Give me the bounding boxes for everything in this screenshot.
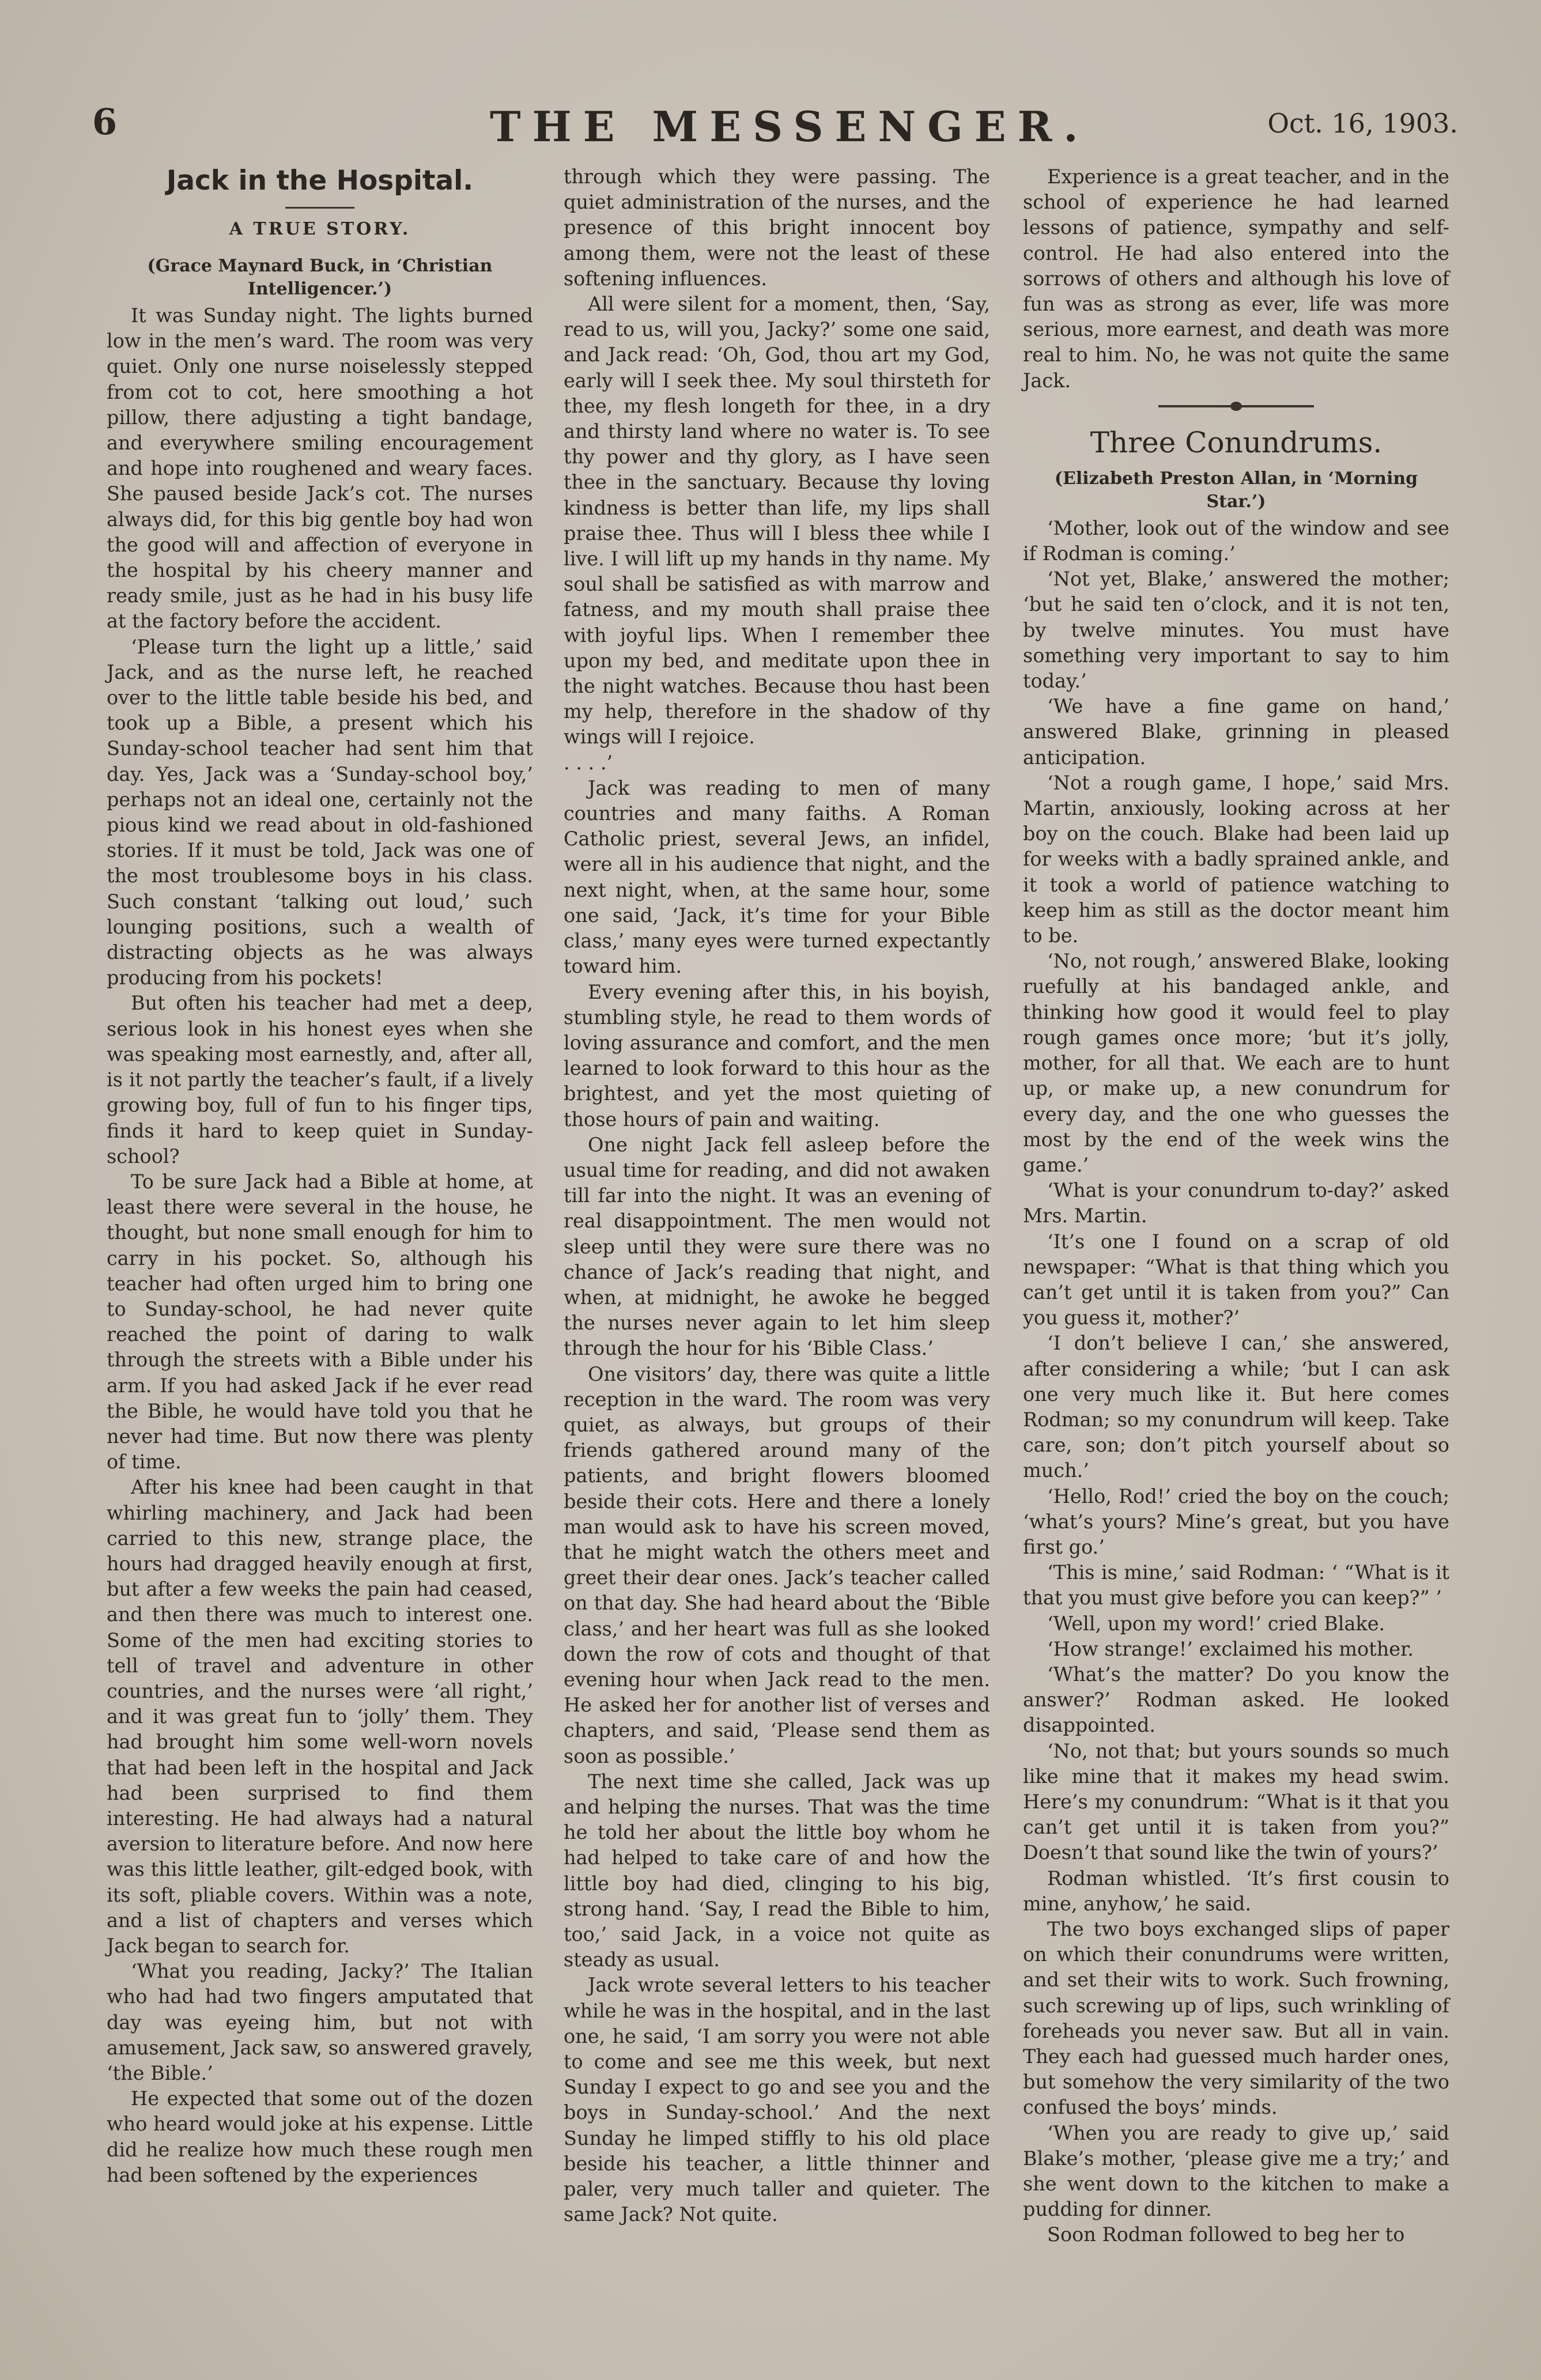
paragraph: ‘Hello, Rod!’ cried the boy on the couch; ‘what’s yours? Mine’s great, but you have first go.’ [1023, 1484, 1449, 1558]
column-3 [1023, 164, 1449, 2248]
paragraph: Jack was reading to men of many countries and many faiths. A Roman Catholic priest, several Jews, an infidel, were all in his audience that night, and the next night, when, at the same hour, some one said, ‘Jack, it’s time for your Bible class,’ many eyes were turned expectantly toward him. [564, 776, 990, 978]
page-number: 6 [92, 101, 118, 143]
paragraph: The two boys exchanged slips of paper on which their conundrums were written, and set their wits to work. Such frowning, such screwing up of lips, such wrinkling of foreheads you never saw. But all in vain. They each had guessed much harder ones, but somehow the very similarity of the two confused the boys’ minds. [1023, 1918, 1449, 2119]
paragraph: But often his teacher had met a deep, serious look in his honest eyes when she was speaking most earnestly, and, after all, is it not partly the teacher’s fault, if a lively growing boy, full of fun to his finger tips, finds it hard to keep quiet in Sunday-school? [107, 992, 533, 1168]
column-1 [107, 164, 533, 2188]
paragraph: Rodman whistled. ‘It’s first cousin to mine, anyhow,’ he said. [1023, 1867, 1449, 1915]
issue-date: Oct. 16, 1903. [1267, 108, 1458, 139]
story-byline: (Grace Maynard Buck, in ‘Christian Intelligencer.’) [147, 256, 493, 299]
paragraph: ‘What’s the matter? Do you know the answer?’ Rodman asked. He looked disappointed. [1023, 1663, 1449, 1737]
paragraph: One night Jack fell asleep before the usual time for reading, and did not awaken till far into the night. It was an evening of real disappointment. The men would not sleep until they were sure there was no chance of Jack’s reading that night, and when, at midnight, he awoke he begged the nurses never again to let him sleep through the hour for his ‘Bible Class.’ [564, 1133, 990, 1360]
paragraph: Every evening after this, in his boyish, stumbling style, he read to them words of loving assurance and comfort, and the men learned to look forward to this hour as the brightest, and yet the most quieting of those hours of pain and waiting. [564, 980, 990, 1131]
story-title: Jack in the Hospital. [166, 165, 474, 197]
story-subtitle: A TRUE STORY. [229, 219, 411, 239]
paragraph: through which they were passing. The quiet administration of the nurses, and the presence of this bright innocent boy among them, were not the least of these softening influences. [564, 165, 990, 290]
paragraph: The next time she called, Jack was up and helping the nurses. That was the time he told her about the little boy whom he had helped to take care of and how the little boy had died, clinging to his big, strong hand. ‘Say, I read the Bible to him, too,’ said Jack, in a voice not quite as steady as usual. [564, 1770, 990, 1971]
ellipsis-line: . . . .’ [564, 751, 613, 774]
section-divider [1158, 405, 1314, 407]
paragraph: ‘Not yet, Blake,’ answered the mother; ‘but he said ten o’clock, and it is not ten, by twelve minutes. You must have something very important to say to him today.’ [1023, 568, 1449, 693]
paragraph: Experience is a great teacher, and in the school of experience he had learned lessons of patience, sympathy and self-control. He had also entered into the sorrows of others and although his love of fun was as strong as ever, life was more serious, more earnest, and death was more real to him. No, he was not quite the same Jack. [1023, 165, 1449, 392]
paragraph: ‘We have a fine game on hand,’ answered Blake, grinning in pleased anticipation. [1023, 695, 1449, 769]
paragraph: All were silent for a moment, then, ‘Say, read to us, will you, Jacky?’ some one said, and Jack read: ‘Oh, God, thou art my God, early will I seek thee. My soul thirsteth for thee, my flesh longeth for thee, in a dry and thirsty land where no water is. To see thy power and thy glory, as I have seen thee in the sanctuary. Because thy loving kindness is better than life, my lips shall praise thee. Thus will I bless thee while I live. I will lift up my hands in thy name. My soul shall be satisfied as with marrow and fatness, and my mouth shall praise thee with joyful lips. When I remember thee upon my bed, and meditate upon thee in the night watches. Because thou hast been my help, therefore in the shadow of thy wings will I rejoice. [564, 293, 990, 749]
paragraph: He expected that some out of the dozen who heard would joke at his expense. Little did he realize how much these rough men had been softened by the experiences [107, 2087, 533, 2186]
paragraph: To be sure Jack had a Bible at home, at least there were several in the house, he thought, but none small enough for him to carry in his pocket. So, although his teacher had often urged him to bring one to Sunday-school, he had never quite reached the point of daring to walk through the streets with a Bible under his arm. If you had asked Jack if he ever read the Bible, he would have told you that he never had time. But now there was plenty of time. [107, 1170, 533, 1474]
masthead [92, 101, 1458, 153]
paragraph: Soon Rodman followed to beg her to [1047, 2223, 1405, 2246]
paragraph: ‘How strange!’ exclaimed his mother. [1047, 1637, 1414, 1660]
paragraph: ‘Mother, look out of the window and see if Rodman is coming.’ [1023, 516, 1449, 565]
paragraph: ‘I don’t believe I can,’ she answered, after considering a while; ‘but I can ask one very much like it. But here comes Rodman; so my conundrum will keep. Take care, son; don’t pitch yourself about so much.’ [1023, 1332, 1449, 1482]
story-title: Three Conundrums. [1090, 425, 1383, 459]
paper-title: THE MESSENGER. [490, 102, 1090, 151]
paragraph: ‘Well, upon my word!’ cried Blake. [1047, 1612, 1385, 1635]
story-byline: (Elizabeth Preston Allan, in ‘Morning Star.’) [1054, 468, 1418, 512]
paragraph: ‘What is your conundrum to-day?’ asked Mrs. Martin. [1023, 1179, 1449, 1227]
paragraph: ‘No, not that; but yours sounds so much like mine that it makes my head swim. Here’s my conundrum: “What is it that you can’t get until it is taken from you?” Doesn’t that sound like the twin of yours?’ [1023, 1739, 1449, 1864]
paragraph: ‘No, not rough,’ answered Blake, looking ruefully at his bandaged ankle, and thinking how good it would feel to play rough games once more; ‘but it’s jolly, mother, for all that. We each are to hunt up, or make up, a new conundrum for every day, and the one who guesses the most by the end of the week wins the game.’ [1023, 950, 1449, 1176]
paragraph: It was Sunday night. The lights burned low in the men’s ward. The room was very quiet. Only one nurse noiselessly stepped from cot to cot, here smoothing a hot pillow, there adjusting a tight bandage, and everywhere smiling encouragement and hope into roughened and weary faces. She paused beside Jack’s cot. The nurses always did, for this big gentle boy had won the good will and affection of everyone in the hospital by his cheery manner and ready smile, just as he had in his busy life at the factory before the accident. [107, 304, 533, 633]
paragraph: After his knee had been caught in that whirling machinery, and Jack had been carried to this new, strange place, the hours had dragged heavily enough at first, but after a few weeks the pain had ceased, and then there was much to interest one. Some of the men had exciting stories to tell of travel and adventure in other countries, and the nurses were ‘all right,’ and it was great fun to ‘jolly’ them. They had brought him some well-worn novels that had been left in the hospital and Jack had been surprised to find them interesting. He had always had a natural aversion to literature before. And now here was this little leather, gilt-edged book, with its soft, pliable covers. Within was a note, and a list of chapters and verses which Jack began to search for. [107, 1476, 533, 1957]
paragraph: ‘It’s one I found on a scrap of old newspaper: “What is that thing which you can’t get until it is taken from you?” Can you guess it, mother?’ [1023, 1230, 1449, 1329]
title-rule [285, 207, 354, 209]
paragraph: ‘When you are ready to give up,’ said Blake’s mother, ‘please give me a try;’ and she went down to the kitchen to make a pudding for dinner. [1023, 2121, 1449, 2221]
paragraph: ‘This is mine,’ said Rodman: ‘ “What is it that you must give before you can keep?” ’ [1023, 1561, 1449, 1610]
paragraph: ‘Not a rough game, I hope,’ said Mrs. Martin, anxiously, looking across at her boy on the couch. Blake had been laid up for weeks with a badly sprained ankle, and it took a world of patience watching to keep him as still as the doctor meant him to be. [1023, 771, 1449, 947]
paragraph: Jack wrote several letters to his teacher while he was in the hospital, and in the last one, he said, ‘I am sorry you were not able to come and see me this week, but next Sunday I expect to go and see you and the boys in Sunday-school.’ And the next Sunday he limped stiffly to his old place beside his teacher, a little thinner and paler, very much taller and quieter. The same Jack? Not quite. [564, 1974, 990, 2226]
column-2 [564, 164, 990, 2227]
paragraph: ‘Please turn the light up a little,’ said Jack, and as the nurse left, he reached over to the little table beside his bed, and took up a Bible, a present which his Sunday-school teacher had sent him that day. Yes, Jack was a ‘Sunday-school boy,’ perhaps not an ideal one, certainly not the pious kind we read about in old-fashioned stories. If it must be told, Jack was one of the most troublesome boys in his class. Such constant ‘talking out loud,’ such lounging positions, such a wealth of distracting objects as he was always producing from his pockets! [107, 635, 533, 989]
paragraph: One visitors’ day, there was quite a little reception in the ward. The room was very quiet, as always, but groups of their friends gathered around many of the patients, and bright flowers bloomed beside their cots. Here and there a lonely man would ask to have his screen moved, that he might watch the others meet and greet their dear ones. Jack’s teacher called on that day. She had heard about the ‘Bible class,’ and her heart was full as she looked down the row of cots and thought of that evening hour when Jack read to the men. He asked her for another list of verses and chapters, and said, ‘Please send them as soon as possible.’ [564, 1362, 990, 1767]
paragraph: ‘What you reading, Jacky?’ The Italian who had had two fingers amputated that day was eyeing him, but not with amusement, Jack saw, so answered gravely, ‘the Bible.’ [107, 1960, 533, 2085]
